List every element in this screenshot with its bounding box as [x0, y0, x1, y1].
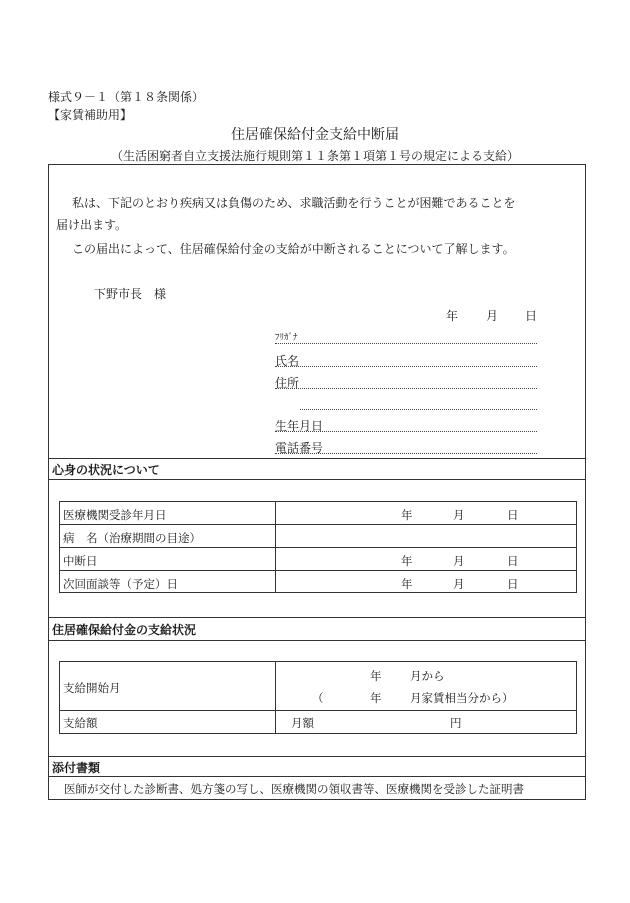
declaration-line-1: 私は、下記のとおり疾病又は負傷のため、求職活動を行うことが困難であることを	[72, 196, 516, 210]
start-month: 月から	[410, 669, 445, 683]
payment-section-heading: 住居確保給付金の支給状況	[52, 623, 197, 637]
address-label: 住所	[275, 376, 300, 390]
visit-date-year: 年	[401, 508, 413, 522]
start-year: 年	[370, 669, 382, 683]
amount-label: 支給額	[63, 716, 98, 730]
monthly-label: 月額	[291, 716, 314, 730]
phone-line[interactable]	[275, 453, 537, 454]
phone-label: 電話番号	[275, 441, 324, 455]
page-subtitle: （生活困窮者自立支援法施行規則第１１条第１項第１号の規定による支給）	[110, 149, 519, 163]
date-day-label: 日	[525, 309, 538, 323]
column-divider	[275, 661, 276, 734]
row-label-diagnosis: 病 名（治療期間の目途）	[63, 531, 201, 545]
rent-month-note: 月家賃相当分から）	[410, 691, 514, 705]
suspension-date-day: 日	[507, 554, 519, 568]
suspension-date-year: 年	[401, 554, 413, 568]
furigana-label: ﾌﾘｶﾞﾅ	[275, 333, 298, 343]
row-divider	[59, 570, 577, 571]
next-interview-year: 年	[401, 577, 413, 591]
divider	[48, 617, 586, 618]
attachments-heading: 添付書類	[52, 761, 101, 775]
birthdate-line[interactable]	[275, 431, 537, 432]
visit-date-month: 月	[453, 508, 465, 522]
row-divider	[59, 710, 577, 711]
rent-paren-open: （	[312, 691, 324, 705]
visit-date-day: 日	[507, 508, 519, 522]
health-section-heading: 心身の状況について	[52, 463, 160, 477]
declaration-line-3: この届出によって、住居確保給付金の支給が中断されることについて了解します。	[72, 242, 515, 256]
suspension-date-month: 月	[453, 554, 465, 568]
rent-year: 年	[370, 691, 382, 705]
furigana-line[interactable]	[275, 343, 537, 344]
start-month-label: 支給開始月	[63, 681, 121, 695]
next-interview-month: 月	[453, 577, 465, 591]
date-month-label: 月	[486, 309, 499, 323]
address-line-2[interactable]	[300, 409, 537, 410]
addressee: 下野市長 様	[94, 287, 167, 301]
divider	[48, 479, 586, 480]
date-year-label: 年	[446, 309, 459, 323]
next-interview-day: 日	[507, 577, 519, 591]
row-divider	[59, 524, 577, 525]
divider	[48, 756, 586, 757]
row-divider	[59, 547, 577, 548]
attachments-text: 医師が交付した診断書、処方箋の写し、医療機関の領収書等、医療機関を受診した証明書	[64, 782, 524, 796]
form-number: 様式９－１（第１８条関係）	[48, 90, 205, 104]
page-title: 住居確保給付金支給中断届	[231, 127, 399, 143]
name-line[interactable]	[275, 366, 537, 367]
divider	[48, 776, 586, 777]
birthdate-label: 生年月日	[275, 419, 324, 433]
yen-unit: 円	[450, 716, 462, 730]
divider	[48, 640, 586, 641]
name-label: 氏名	[275, 354, 300, 368]
address-line-1[interactable]	[275, 388, 537, 389]
row-label-next-interview: 次回面談等（予定）日	[63, 577, 178, 591]
declaration-line-2: 届け出ます。	[56, 218, 128, 232]
row-label-suspension-date: 中断日	[63, 554, 98, 568]
row-label-visit-date: 医療機関受診年月日	[63, 508, 167, 522]
form-type: 【家賃補助用】	[48, 108, 133, 122]
divider	[48, 458, 586, 459]
